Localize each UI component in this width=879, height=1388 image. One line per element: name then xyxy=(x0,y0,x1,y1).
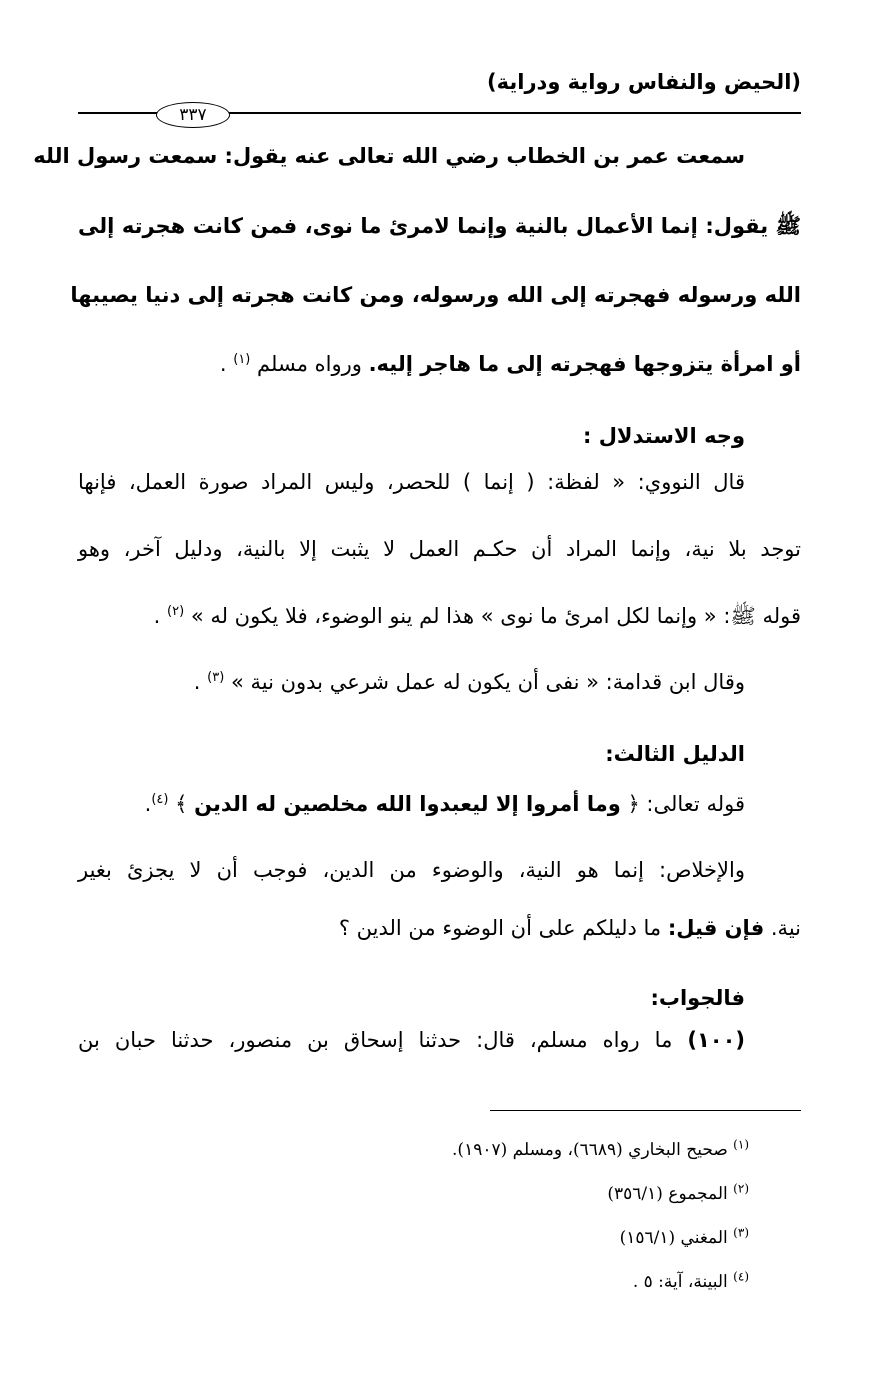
text-line-7: توجد بلا نية، وإنما المراد أن حكـم العمل لا يثبت إلا بالنية، ودليل آخر، وهو xyxy=(78,537,801,561)
footnote-ref: (٣) xyxy=(207,670,225,685)
text-line-8: قوله ﷺ: « وإنما لكل امرئ ما نوى » هذا لم ينو الوضوء، فلا يكون له » $^{(٢)}$ . xyxy=(153,604,801,628)
text-line-2: ﷺ يقول: إنما الأعمال بالنية وإنما لامرئ ما نوى، فمن كانت هجرته إلى xyxy=(78,214,801,238)
text-line-6: قال النووي: « لفظة: ( إنما ) للحصر، وليس المراد صورة العمل، فإنها xyxy=(78,470,745,494)
footnotes xyxy=(452,1128,749,1304)
text-line-12: والإخلاص: إنما هو النية، والوضوء من الدين، فوجب أن لا يجزئ بغير xyxy=(78,858,745,882)
footnote-ref: (٤) xyxy=(151,792,169,807)
section-heading-third-evidence: الدليل الثالث: xyxy=(605,742,745,766)
footnote-3: $^{(٣)}$ المغني (١٥٦/١) xyxy=(619,1225,749,1248)
section-heading-istidlal: وجه الاستدلال : xyxy=(583,424,745,448)
text-line-15: (١٠٠) ما رواه مسلم، قال: حدثنا إسحاق بن منصور، حدثنا حبان بن xyxy=(78,1028,745,1052)
footnote-2: $^{(٢)}$ المجموع (٣٥٦/١) xyxy=(607,1181,749,1204)
footnote-ref: (٢) xyxy=(167,604,185,619)
text-line-11: قوله تعالى: ﴿ وما أمروا إلا ليعبدوا الله مخلصين له الدين ﴾ $^{(٤)}$. xyxy=(144,792,745,816)
running-header: (الحيض والنفاس رواية ودراية) xyxy=(487,70,801,94)
footnote-ref: (١) xyxy=(233,352,251,367)
text-line-3: الله ورسوله فهجرته إلى الله ورسوله، ومن كانت هجرته إلى دنيا يصيبها xyxy=(70,283,801,307)
page-number: ٣٣٧ xyxy=(156,102,230,128)
text-line-9: وقال ابن قدامة: « نفى أن يكون له عمل شرعي بدون نية » $^{(٣)}$ . xyxy=(193,670,745,694)
text-line-13: نية. فإن قيل: ما دليلكم على أن الوضوء من الدين ؟ xyxy=(338,916,801,940)
section-heading-answer: فالجواب: xyxy=(650,986,745,1010)
footnote-1: $^{(١)}$ صحيح البخاري (٦٦٨٩)، ومسلم (١٩٠٧). xyxy=(452,1137,749,1160)
footnote-4: $^{(٤)}$ البينة، آية: ٥ . xyxy=(632,1269,749,1292)
footnote-rule xyxy=(490,1110,801,1111)
text-line-1: سمعت عمر بن الخطاب رضي الله تعالى عنه يقول: سمعت رسول الله xyxy=(33,144,745,168)
text-line-4: أو امرأة يتزوجها فهجرته إلى ما هاجر إليه. ورواه مسلم $^{(١)}$ . xyxy=(219,352,801,376)
